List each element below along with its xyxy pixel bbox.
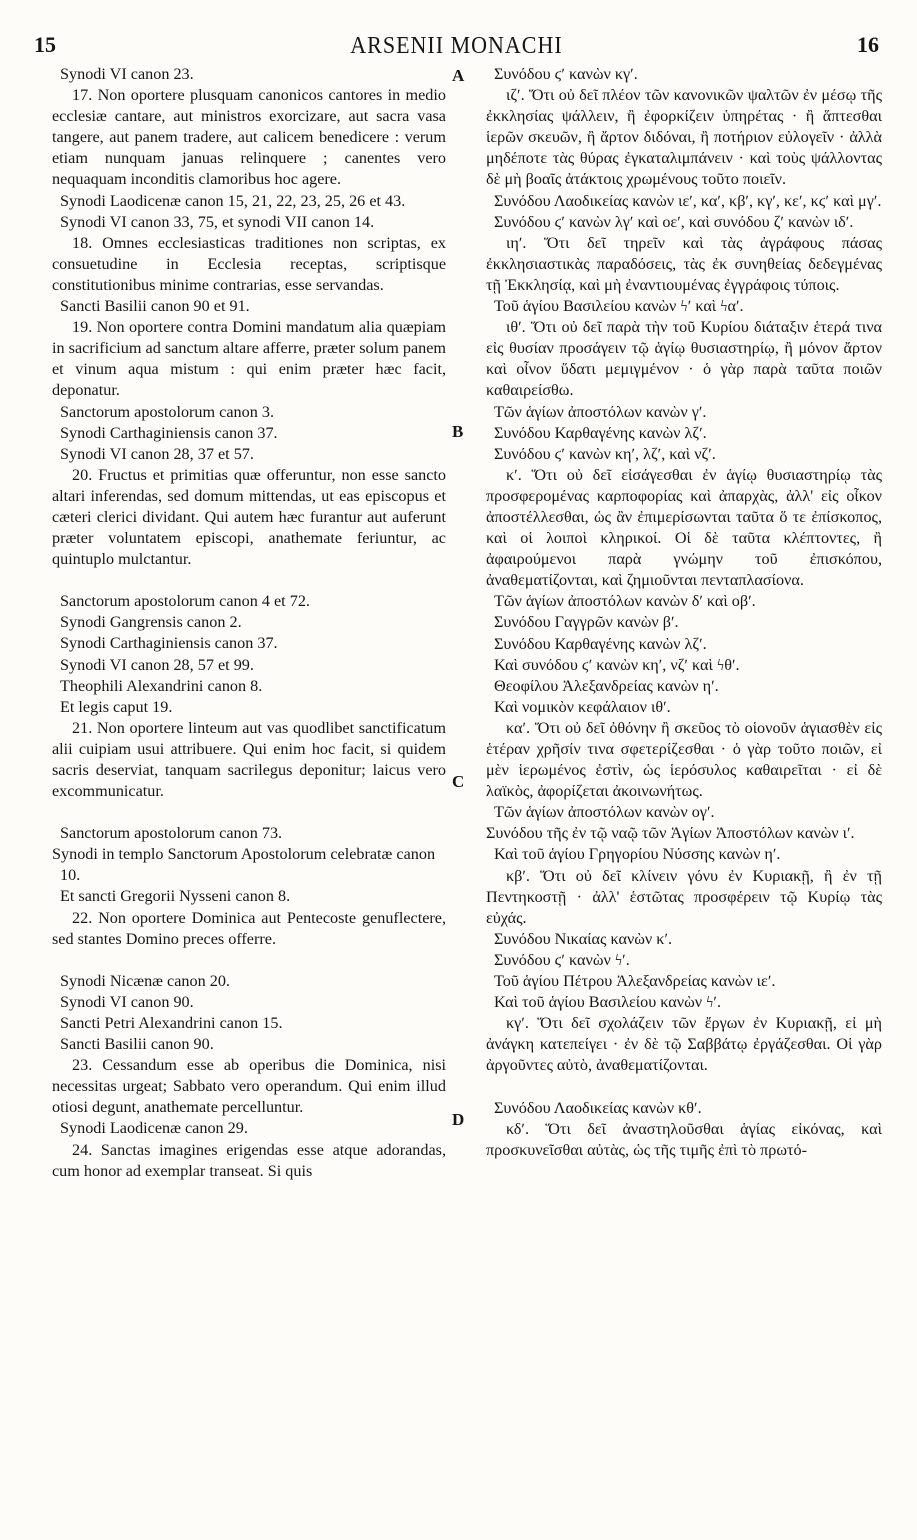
canon-paragraph: 18. Omnes ecclesiasticas traditiones non scriptas, ex consuetudine in Ecclesia receptas, scriptisque constitutionibus minime contrarias, esse servandas. xyxy=(52,233,446,294)
canon-paragraph: ιηʹ. Ὅτι δεῖ τηρεῖν καὶ τὰς ἀγράφους πάσας ἐκκλησιαστικὰς παραδόσεις, τὰς ἐκ συνηθείας δεδεγμένας τῇ Ἐκκλησίᾳ, καὶ μὴ ἐναντιουμένας ἐγγράφοις τύποις. xyxy=(486,233,882,294)
canon-paragraph: ιθʹ. Ὅτι οὐ δεῖ παρὰ τὴν τοῦ Κυρίου διάταξιν ἑτερά τινα εἰς θυσίαν προσάγειν τῷ ἁγίῳ θυσιαστηρίῳ, ἢ μόνον ἄρτον καὶ οἶνον ὕδατι μεμιγμένον · ὁ γὰρ παρὰ ταῦτα ποιῶν καθαιρείσθω. xyxy=(486,318,882,400)
canon-paragraph: κδʹ. Ὅτι δεῖ ἀναστηλοῦσθαι ἁγίας εἰκόνας, καὶ προσκυνεῖσθαι αὐτὰς, ὡς τῆς τιμῆς ἐπὶ τὸ πρωτό- xyxy=(486,1119,882,1159)
canon-paragraph: 22. Non oportere Dominica aut Pentecoste genuflectere, sed stantes Domino preces offerre. xyxy=(52,908,446,948)
canon-citation: Συνόδου Νικαίας κανὼν κʹ. xyxy=(494,929,673,948)
canon-citation: Τῶν ἁγίων ἀποστόλων κανὼν ογʹ. xyxy=(494,803,715,822)
canon-citation: Synodi in templo Sanctorum Apostolorum celebratæ canon 10. xyxy=(52,845,436,885)
latin-column xyxy=(52,64,446,1182)
canon-citation: Et sancti Gregorii Nysseni canon 8. xyxy=(60,887,291,906)
canon-citation: Καὶ συνόδου ϛʹ κανὼν κηʹ, νζʹ καὶ ϟθʹ. xyxy=(494,655,740,674)
canon-citation: Συνόδου Λαοδικείας κανὼν κθʹ. xyxy=(494,1098,702,1117)
canon-citation: Synodi Laodicenæ canon 15, 21, 22, 23, 25, 26 et 43. xyxy=(60,191,406,210)
canon-citation: Et legis caput 19. xyxy=(60,697,173,716)
margin-letter-c: C xyxy=(452,772,465,791)
canon-citation: Συνόδου ϛʹ κανὼν ϟʹ. xyxy=(494,950,630,969)
canon-citation: Συνόδου ϛʹ κανὼν λγʹ καὶ οεʹ, καὶ συνόδου ζʹ κανὼν ιδʹ. xyxy=(494,212,854,231)
canon-paragraph: 20. Fructus et primitias quæ offeruntur, non esse sancto altari inferendas, sed domum mittendas, ut eas episcopus et cæteri clerici dividant. Qui autem hæc furantur aut auferunt præter voluntatem episcopi, anathemate feriuntur, ac quintuplo mulctantur. xyxy=(52,465,446,569)
running-title: ARSENII MONACHI xyxy=(350,30,563,59)
canon-paragraph: καʹ. Ὅτι οὐ δεῖ ὀθόνην ἢ σκεῦος τὸ οἱονοῦν ἁγιασθὲν εἰς ἑτέραν χρῆσίν τινα σφετερίζεσθαι · ὁ γὰρ τοῦτο ποιῶν, εἰ μὲν ἱερωμένος ἐστὶν, ὡς ἱερόσυλος καθαιρεῖται · εἰ δὲ λαϊκὸς, ἀφορίζεται ἀκοινωνήτως. xyxy=(486,718,882,801)
page-number-right: 16 xyxy=(857,32,879,57)
canon-paragraph: κβʹ. Ὅτι οὐ δεῖ κλίνειν γόνυ ἐν Κυριακῇ, ἢ ἐν τῇ Πεντηκοστῇ · ἀλλ' ἑστῶτας προσφέρειν τῷ Κυρίῳ τὰς εὐχάς. xyxy=(486,866,882,927)
canon-citation: Συνόδου τῆς ἐν τῷ ναῷ τῶν Ἁγίων Ἀποστόλων κανὼν ιʹ. xyxy=(486,824,855,843)
canon-paragraph: κʹ. Ὅτι οὐ δεῖ εἰσάγεσθαι ἐν ἁγίῳ θυσιαστηρίῳ τὰς προσφερομένας καρποφορίας καὶ ἀπαρχὰς, ἀλλ' εἰς οἶκον ἀποστέλλεσθαι, ὡς ἂν ἐπιμερίσωνται ταῦτα ὅ τε ἐπίσκοπος, καὶ οἱ λοιποὶ κληρικοί. Οἱ δὲ ταῦτα κλέπτοντες, ἢ ἀφαιρούμενοι παρὰ γνώμην τοῦ ἐπισκόπου, ἀναθεματίζονται, καὶ ζημιοῦνται πενταπλασίονα. xyxy=(486,465,882,590)
margin-letter-b: B xyxy=(452,422,464,441)
canon-paragraph: ιζʹ. Ὅτι οὐ δεῖ πλέον τῶν κανονικῶν ψαλτῶν ἐν μέσῳ τῆς ἐκκλησίας ψάλλειν, ἢ ἐφορκίζειν ὑπηρέτας · ἢ ἅπτεσθαι ἱερῶν σκευῶν, ἢ ἄρτον διδόναι, ἢ ποτήριον εὐλογεῖν · ἀλλὰ μηδέποτε τὰς θύρας ἐγκαταλιμπάνειν · καὶ τοὺς ψάλλοντας δὲ μὴ βοαῖς ἀτάκτοις χρωμένους τοῦτο ποιεῖν. xyxy=(486,86,882,189)
canon-citation: Synodi VI canon 33, 75, et synodi VII canon 14. xyxy=(60,212,375,231)
canon-citation: Τοῦ ἁγίου Πέτρου Ἀλεξανδρείας κανὼν ιεʹ. xyxy=(494,972,776,991)
canon-citation: Sancti Basilii canon 90. xyxy=(60,1035,214,1054)
canon-citation: Synodi VI canon 28, 37 et 57. xyxy=(60,444,254,463)
canon-paragraph: 21. Non oportere linteum aut vas quodlibet sanctificatum alii cuipiam usui attribuere. Qui enim hoc facit, si quidem sacris deserviat, tanquam sacrilegus deponitur; laicus vero excommunicatur. xyxy=(52,718,446,801)
canon-paragraph: κγʹ. Ὅτι δεῖ σχολάζειν τῶν ἔργων ἐν Κυριακῇ, εἰ μὴ ἀνάγκη κατεπείγει · ἐν δὲ τῷ Σαββάτῳ ἐργάζεσθαι. Οἱ γὰρ ἀργοῦντες αὐτὸ, ἀναθεματίζονται. xyxy=(486,1014,882,1075)
canon-citation: Synodi Gangrensis canon 2. xyxy=(60,613,242,632)
canon-citation: Συνόδου Καρθαγένης κανὼν λζʹ. xyxy=(494,423,707,442)
canon-paragraph: 17. Non oportere plusquam canonicos cantores in medio ecclesiæ cantare, aut ministros exorcizare, aut sacra vasa tangere, aut panem tradere, aut calicem benedicere : verum etiam nunquam januas relinquere ; canentes vero nequaquam inconditis clamoribus hoc agere. xyxy=(52,86,446,189)
canon-citation: Sanctorum apostolorum canon 73. xyxy=(60,824,283,843)
canon-citation: Καὶ νομικὸν κεφάλαιον ιθʹ. xyxy=(494,697,671,716)
canon-citation: Καὶ τοῦ ἁγίου Γρηγορίου Νύσσης κανὼν ηʹ. xyxy=(494,845,781,864)
canon-citation: Synodi VI canon 90. xyxy=(60,992,194,1011)
canon-citation: Τῶν ἁγίων ἀποστόλων κανὼν δʹ καὶ οβʹ. xyxy=(494,592,756,611)
canon-citation: Sanctorum apostolorum canon 4 et 72. xyxy=(60,592,310,611)
canon-citation: Synodi Carthaginiensis canon 37. xyxy=(60,423,278,442)
page-number-left: 15 xyxy=(34,32,56,57)
margin-letter-a: A xyxy=(452,66,465,85)
canon-citation: Theophili Alexandrini canon 8. xyxy=(60,676,263,695)
canon-citation: Sanctorum apostolorum canon 3. xyxy=(60,402,274,421)
canon-citation: Συνόδου Γαγγρῶν κανὼν βʹ. xyxy=(494,613,679,632)
margin-letter-d: D xyxy=(452,1110,465,1129)
canon-citation: Synodi Laodicenæ canon 29. xyxy=(60,1119,248,1138)
canon-citation: Sancti Petri Alexandrini canon 15. xyxy=(60,1013,283,1032)
canon-citation: Συνόδου Λαοδικείας κανὼν ιεʹ, καʹ, κβʹ, κγʹ, κεʹ, κϛʹ καὶ μγʹ. xyxy=(494,191,882,210)
canon-citation: Sancti Basilii canon 90 et 91. xyxy=(60,297,250,316)
canon-paragraph: 24. Sanctas imagines erigendas esse atque adorandas, cum honor ad exemplar transeat. Si quis xyxy=(52,1140,446,1180)
canon-citation: Synodi Carthaginiensis canon 37. xyxy=(60,634,278,653)
canon-citation: Synodi Nicænæ canon 20. xyxy=(60,971,230,990)
canon-paragraph: 23. Cessandum esse ab operibus die Dominica, nisi necessitas urgeat; Sabbato vero operandum. Qui enim illud otiosi degunt, anathemate percelluntur. xyxy=(52,1056,446,1117)
canon-citation: Καὶ τοῦ ἁγίου Βασιλείου κανὼν ϟʹ. xyxy=(494,993,722,1012)
running-header xyxy=(34,30,879,60)
canon-citation: Θεοφίλου Ἀλεξανδρείας κανὼν ηʹ. xyxy=(494,676,719,695)
canon-citation: Συνόδου Καρθαγένης κανὼν λζʹ. xyxy=(494,634,707,653)
canon-citation: Synodi VI canon 23. xyxy=(60,65,194,83)
canon-citation: Συνόδου ϛʹ κανὼν κγʹ. xyxy=(494,65,638,83)
greek-column xyxy=(486,64,882,1161)
canon-citation: Τοῦ ἁγίου Βασιλείου κανὼν ϟʹ καὶ ϟαʹ. xyxy=(494,297,744,316)
canon-citation: Τῶν ἁγίων ἀποστόλων κανὼν γʹ. xyxy=(494,402,707,421)
canon-citation: Συνόδου ϛʹ κανὼν κηʹ, λζʹ, καὶ νζʹ. xyxy=(494,444,716,463)
canon-paragraph: 19. Non oportere contra Domini mandatum alia quæpiam in sacrificium ad sanctum altare afferre, præter solum panem et vinum aqua mistum : qui enim præter hæc facit, deponatur. xyxy=(52,318,446,400)
canon-citation: Synodi VI canon 28, 57 et 99. xyxy=(60,655,254,674)
